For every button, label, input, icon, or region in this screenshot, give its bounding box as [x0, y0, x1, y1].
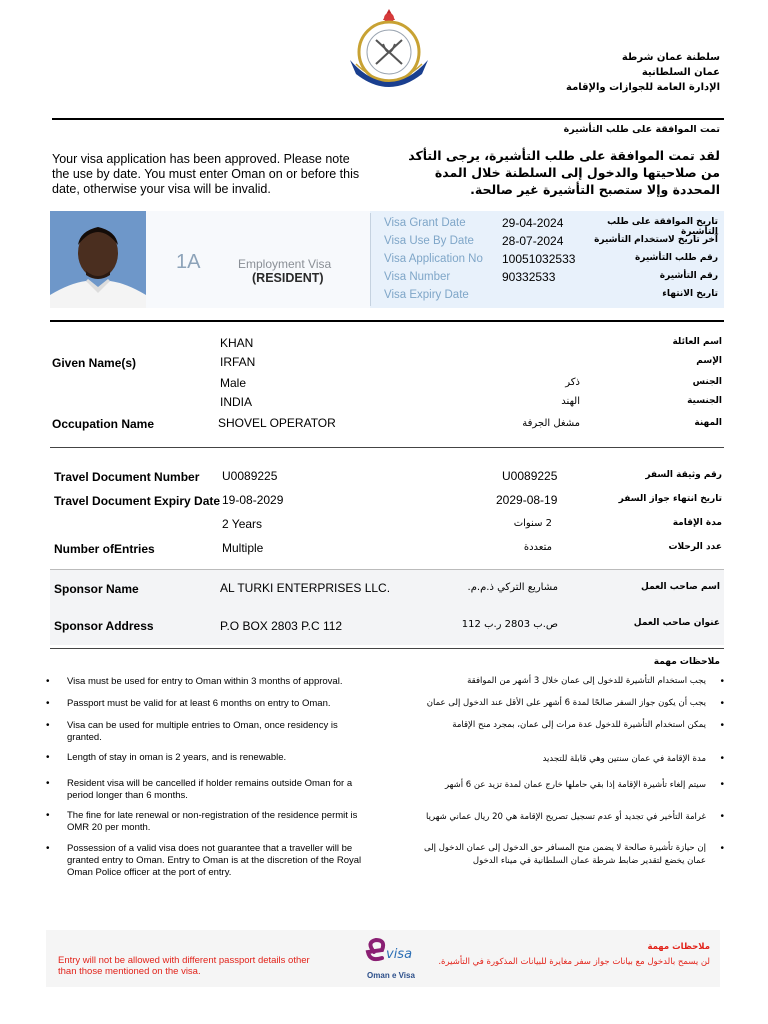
logo-text: Oman e Visa [367, 971, 415, 980]
approval-arabic-text: لقد تمت الموافقة على طلب التأشيرة، يرجى التأكد من صلاحيتها والدخول إلى السلطنة خلال المدة المحددة وإلا ستصبح التأشيرة غير صالحة. [408, 148, 720, 197]
note-english: Visa must be used for entry to Oman within 3 months of approval. [67, 676, 343, 687]
note-arabic: سيتم إلغاء تأشيرة الإقامة إذا بقي حاملها خارج عمان لمدة تزيد عن 6 أشهر [444, 780, 706, 790]
footer-warning-english: Entry will not be allowed with different passport details other than those mentioned on the visa. [58, 955, 310, 977]
sponsor-row-value-arabic: مشاريع التركي ذ.م.م. [467, 582, 558, 593]
visa-code: 1A [176, 251, 201, 273]
list-item [40, 777, 730, 809]
visa-row-label: Visa Grant Date [384, 217, 466, 229]
travel-row-arabic: عدد الرحلات [668, 542, 722, 552]
note-arabic: إن حيازة تأشيرة صالحة لا يضمن منح المسافر حق الدخول إلى عمان الدخول إلى عمان يخضع لتقدير ضابط شرطة عمان السلطانية في ميناء الدخول [424, 843, 706, 866]
travel-row [52, 464, 724, 488]
police-emblem [338, 4, 440, 96]
visa-row-label: Visa Expiry Date [384, 289, 469, 301]
note-english: Length of stay in oman is 2 years, and is renewable. [67, 752, 287, 763]
bullet-icon: • [720, 698, 724, 709]
sponsor-row-value: P.O BOX 2803 P.C 112 [220, 619, 343, 633]
visa-row [384, 215, 724, 237]
notes-arabic-title: ملاحظات مهمة [653, 657, 720, 667]
visa-row [384, 269, 724, 287]
travel-row-value: 19-08-2029 [222, 493, 284, 507]
visa-row-value: 28-07-2024 [502, 234, 564, 248]
bullet-icon: • [720, 676, 724, 687]
approval-english-text: Your visa application has been approved. Please note the use by date. You must enter Oman on or before this date, otherwise your visa will be invalid. [52, 152, 360, 196]
header-arabic-title: سلطنة عمان شرطة عمان السلطانية الإدارة العامة للجوازات والإقامة [566, 52, 720, 93]
travel-row-value-arabic: U0089225 [502, 469, 558, 483]
sponsor-row-label: Sponsor Address [54, 619, 154, 633]
person-row-label: Occupation Name [52, 417, 155, 431]
person-row [52, 334, 724, 353]
applicant-photo [50, 211, 146, 308]
list-item [40, 675, 730, 697]
travel-row [52, 512, 724, 536]
sponsor-row-arabic: عنوان صاحب العمل [633, 618, 720, 628]
travel-row-value: U0089225 [222, 469, 278, 483]
bullet-icon: • [46, 698, 50, 709]
sponsor-row-value: AL TURKI ENTERPRISES LLC. [220, 581, 391, 595]
person-row-arabic: المهنة [694, 418, 722, 428]
visa-row-value: 10051032533 [502, 252, 576, 266]
person-row-value-arabic: ذكر [565, 377, 580, 388]
note-english: Visa can be used for multiple entries to Oman, once residency is granted. [67, 720, 338, 743]
sponsor-section [50, 569, 724, 645]
person-row-arabic: الجنسية [687, 396, 722, 406]
travel-row-arabic: تاريخ انتهاء جواز السفر [618, 494, 722, 504]
sponsor-row [50, 608, 724, 646]
note-english: Resident visa will be cancelled if holder remains outside Oman for a period longer than 6 months. [67, 778, 353, 801]
list-item [40, 719, 730, 751]
person-row-value: KHAN [220, 336, 254, 350]
travel-row-value-arabic: 2 سنوات [513, 518, 552, 529]
footer-warning-arabic: لن يسمح بالدخول مع بيانات جواز سفر مغايرة للبيانات المذكورة في التأشيرة. [438, 957, 710, 967]
approval-arabic-title: تمت الموافقة على طلب التأشيرة [563, 124, 720, 135]
person-row-value: SHOVEL OPERATOR [218, 416, 336, 430]
note-arabic: غرامة التأخير في تجديد أو عدم تسجيل تصريح الإقامة هي 20 ريال عماني شهريا [426, 812, 706, 822]
person-row-value: INDIA [220, 395, 253, 409]
sponsor-row [50, 570, 724, 608]
travel-row-value: 2 Years [222, 517, 263, 531]
person-row [52, 353, 724, 372]
sponsor-row-arabic: اسم صاحب العمل [641, 582, 720, 592]
note-english: Passport must be valid for at least 6 months on entry to Oman. [67, 698, 331, 709]
person-row-label: Given Name(s) [52, 356, 137, 370]
note-english: The fine for late renewal or non-registration of the residence permit is OMR 20 per month. [67, 810, 358, 833]
person-row-value-arabic: الهند [561, 396, 580, 407]
list-item [40, 751, 730, 777]
visa-row-arabic: رقم التأشيرة [659, 271, 718, 281]
travel-row-value-arabic: متعددة [523, 542, 552, 553]
visa-type: Employment Visa [238, 257, 332, 271]
person-row-arabic: الإسم [696, 356, 722, 366]
sponsor-row-value-arabic: ص.ب 2803 ر.ب 112 [461, 619, 558, 630]
person-section [52, 334, 724, 435]
visa-divider [50, 320, 724, 322]
person-row-value: Male [220, 376, 247, 390]
bullet-icon: • [46, 843, 50, 854]
travel-row-value-arabic: 2029-08-19 [496, 493, 558, 507]
visa-row-label: Visa Number [384, 271, 451, 283]
note-arabic: يمكن استخدام التأشيرة للدخول عدة مرات إلى عمان، بمجرد منح الإقامة [452, 720, 706, 730]
visa-row-arabic: تاريخ الانتهاء [662, 289, 718, 299]
person-row-value: IRFAN [220, 355, 256, 369]
travel-section [52, 464, 724, 560]
visa-panel-divider [370, 213, 371, 306]
travel-row-arabic: مدة الإقامة [672, 518, 722, 528]
visa-row-label: Visa Use By Date [384, 235, 474, 247]
notes-list [40, 675, 730, 882]
bullet-icon: • [720, 843, 724, 854]
visa-subtype: (RESIDENT) [252, 271, 324, 285]
visa-row-value: 90332533 [502, 270, 556, 284]
visa-row-label: Visa Application No [384, 253, 483, 265]
bullet-icon: • [46, 810, 50, 821]
person-divider [50, 447, 724, 448]
person-row-arabic: اسم العائلة [672, 337, 722, 347]
travel-row-value: Multiple [222, 541, 264, 555]
person-row [52, 415, 724, 435]
bullet-icon: • [720, 720, 724, 731]
person-row [52, 393, 724, 415]
list-item [40, 809, 730, 842]
travel-row [52, 536, 724, 560]
travel-row-arabic: رقم وثيقة السفر [645, 470, 722, 480]
bullet-icon: • [46, 778, 50, 789]
svg-text:visa: visa [386, 947, 413, 962]
bullet-icon: • [720, 779, 724, 790]
bullet-icon: • [46, 752, 50, 763]
bullet-icon: • [720, 811, 724, 822]
list-item [40, 842, 730, 882]
person-row-arabic: الجنس [692, 377, 722, 387]
visa-row [384, 233, 724, 251]
bullet-icon: • [46, 676, 50, 687]
note-arabic: يجب أن يكون جواز السفر صالحًا لمدة 6 أشهر على الأقل عند الدخول إلى عمان [426, 698, 706, 708]
travel-row-label: Number ofEntries [54, 542, 155, 556]
bullet-icon: • [720, 753, 724, 764]
visa-row-arabic: رقم طلب التأشيرة [634, 253, 718, 263]
visa-row-arabic: آخر تاريخ لاستخدام التأشيرة [594, 235, 718, 245]
visa-row-value: 29-04-2024 [502, 216, 564, 230]
note-english: Possession of a valid visa does not guarantee that a traveller will be granted entry to Oman. Entry to Oman is at the discretion of the Royal Oman Police officer at the port of entry. [67, 843, 362, 878]
person-row-value-arabic: مشغل الجرفة [522, 418, 580, 429]
visa-row [384, 251, 724, 269]
header-divider [52, 118, 724, 120]
travel-row-label: Travel Document Expiry Date [54, 494, 221, 508]
visa-row [384, 287, 724, 305]
travel-row-label: Travel Document Number [54, 470, 200, 484]
visa-details [384, 215, 724, 305]
footer-arabic-title: ملاحظات مهمة [647, 942, 710, 952]
note-arabic: يجب استخدام التأشيرة للدخول إلى عمان خلال 3 أشهر من الموافقة [467, 676, 706, 686]
travel-row [52, 488, 724, 512]
sponsor-row-label: Sponsor Name [54, 582, 139, 596]
bullet-icon: • [46, 720, 50, 731]
list-item [40, 697, 730, 719]
person-row [52, 374, 724, 393]
visa-row-arabic: تاريخ الموافقة على طلب التأشيرة [607, 217, 718, 237]
note-arabic: مدة الإقامة في عمان سنتين وهي قابلة للتجديد [542, 754, 706, 764]
sponsor-divider [50, 648, 724, 649]
